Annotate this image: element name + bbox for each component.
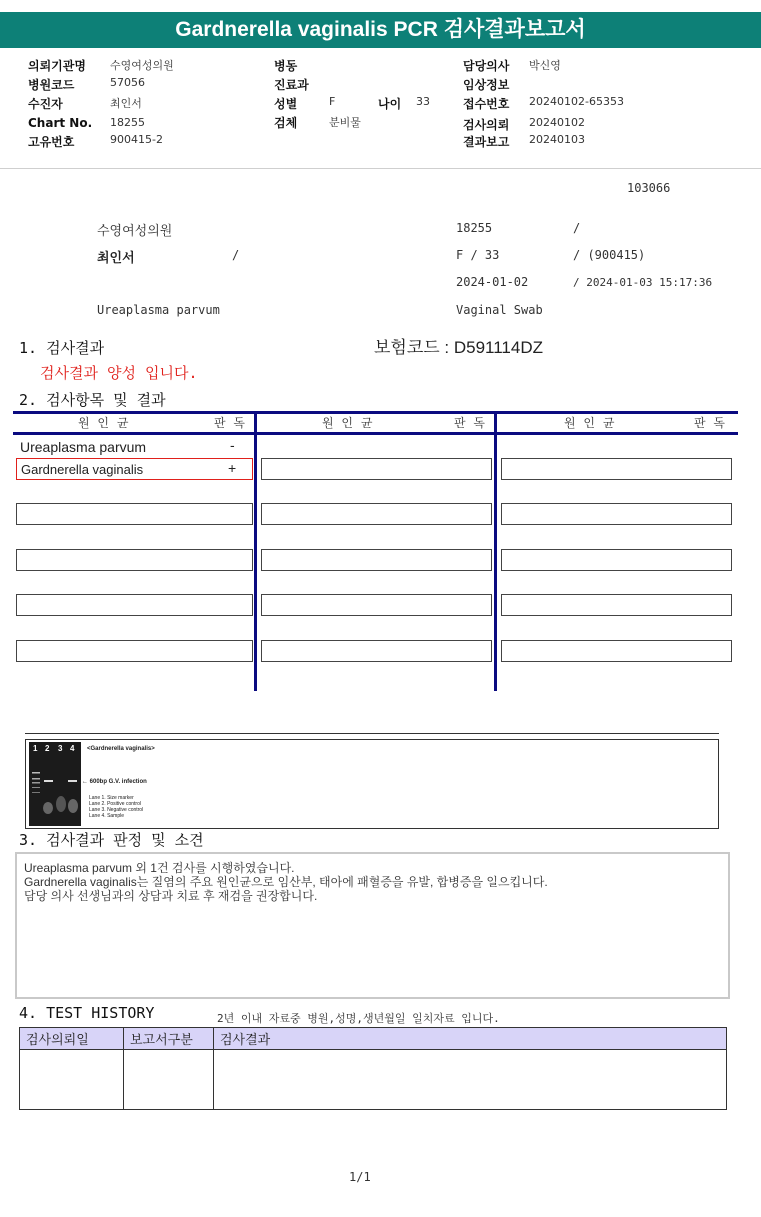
meta-birth: / (900415) [573, 248, 646, 262]
table-row [20, 1050, 727, 1110]
history-col-report-type: 보고서구분 [124, 1028, 214, 1050]
result-cell [16, 503, 253, 525]
history-col-result: 검사결과 [214, 1028, 727, 1050]
result-cell [261, 640, 492, 662]
chart-no-value: 18255 [110, 116, 145, 129]
meta-specimen: Vaginal Swab [456, 303, 543, 317]
opinion-line-1: Ureaplasma parvum 외 1건 검사를 시행하였습니다. [24, 861, 295, 875]
result-cell [501, 594, 732, 616]
gel-band-label: ← 600bp G.V. infection [82, 779, 147, 785]
section1-title: 1. 검사결과 [19, 339, 105, 357]
meta-chart: 18255 [456, 221, 493, 235]
doctor-label: 담당의사 [463, 59, 510, 73]
doctor-value: 박신영 [529, 59, 561, 72]
col-judge-3: 판 독 [694, 416, 727, 430]
history-note: 2년 이내 자료중 병원,성명,생년월일 일치자료 입니다. [217, 1012, 500, 1025]
gel-legend-2: Lane 2. Positive control [89, 801, 141, 807]
chart-no-label: Chart No. [28, 116, 93, 130]
result-cell [501, 458, 732, 480]
hospital-label: 의뢰기관명 [28, 59, 86, 73]
col-organism-1: 원 인 균 [78, 416, 131, 430]
column-divider-1 [254, 411, 257, 691]
gel-electrophoresis-image [29, 742, 81, 826]
report-title: Gardnerella vaginalis PCR 검사결과보고서 [0, 12, 761, 48]
report-date-value: 20240103 [529, 133, 585, 146]
request-date-label: 검사의뢰 [463, 118, 510, 132]
clinical-info-label: 임상정보 [463, 78, 510, 92]
section3-title: 3. 검사결과 판정 및 소견 [19, 831, 204, 849]
result-item-2-name: Gardnerella vaginalis [21, 462, 144, 477]
ward-label: 병동 [274, 59, 298, 73]
opinion-line-3: 담당 의사 선생님과의 상담과 치료 후 재검을 권장합니다. [24, 889, 318, 903]
patient-value: 최인서 [110, 97, 142, 110]
gel-title: <Gardnerella vaginalis> [87, 746, 155, 752]
section2-title: 2. 검사항목 및 결과 [19, 391, 166, 409]
history-col-request-date: 검사의뢰일 [20, 1028, 124, 1050]
gel-lane-2: 2 [45, 744, 50, 753]
hospital-value: 수영여성의원 [110, 59, 174, 72]
hospital-code-value: 57056 [110, 76, 145, 89]
gel-legend-1: Lane 1. Size marker [89, 795, 134, 801]
page-number: 1/1 [349, 1170, 371, 1184]
result-cell [501, 503, 732, 525]
meta-receive-date: 2024-01-02 [456, 275, 529, 289]
patient-label: 수진자 [28, 97, 63, 111]
specimen-label: 검체 [274, 116, 298, 130]
result-cell [261, 594, 492, 616]
col-judge-2: 판 독 [454, 416, 487, 430]
gel-top-rule [25, 733, 719, 734]
gel-lane-3: 3 [58, 744, 63, 753]
meta-slash: / [573, 221, 581, 235]
hospital-code-label: 병원코드 [28, 78, 75, 92]
gel-lane-4: 4 [70, 744, 75, 753]
meta-hospital: 수영여성의원 [97, 224, 173, 239]
result-cell [261, 458, 492, 480]
result-item-2-value: + [228, 460, 237, 476]
age-value: 33 [416, 95, 430, 108]
section4-title: 4. TEST HISTORY [19, 1004, 155, 1022]
unique-no-label: 고유번호 [28, 135, 75, 149]
result-cell [16, 549, 253, 571]
request-date-value: 20240102 [529, 116, 585, 129]
report-date-label: 결과보고 [463, 135, 510, 149]
result-cell [16, 640, 253, 662]
result-cell [261, 503, 492, 525]
unique-no-value: 900415-2 [110, 133, 163, 146]
column-divider-2 [494, 411, 497, 691]
result-cell [501, 640, 732, 662]
result-summary: 검사결과 양성 입니다. [40, 364, 198, 382]
age-label: 나이 [378, 97, 402, 111]
sex-label: 성별 [274, 97, 298, 111]
history-table [19, 1027, 727, 1110]
gel-legend-3: Lane 3. Negative control [89, 807, 144, 813]
col-organism-3: 원 인 균 [564, 416, 617, 430]
meta-patient: 최인서 [97, 251, 135, 266]
result-cell [16, 594, 253, 616]
meta-sex-age: F / 33 [456, 248, 500, 262]
report-code: 103066 [627, 181, 671, 195]
receipt-no-label: 접수번호 [463, 97, 510, 111]
col-judge-1: 판 독 [214, 416, 247, 430]
gel-lane-1: 1 [33, 744, 38, 753]
result-item-1-name: Ureaplasma parvum [20, 439, 147, 455]
meta-test-item: Ureaplasma parvum [97, 303, 220, 317]
meta-patient-slash: / [232, 248, 240, 262]
meta-report-datetime: / 2024-01-03 15:17:36 [573, 276, 713, 289]
specimen-value: 분비물 [329, 116, 361, 129]
result-cell [501, 549, 732, 571]
header-divider [0, 168, 761, 169]
result-item-1-value: - [230, 437, 235, 453]
table-header-rule [13, 432, 738, 435]
insurance-code: 보험코드 : D591114DZ [374, 338, 543, 357]
gel-legend-4: Lane 4. Sample [89, 813, 125, 819]
receipt-no-value: 20240102-65353 [529, 95, 624, 108]
sex-value: F [329, 95, 336, 108]
col-organism-2: 원 인 균 [322, 416, 375, 430]
result-cell [261, 549, 492, 571]
dept-label: 진료과 [274, 78, 309, 92]
opinion-line-2: Gardnerella vaginalis는 질염의 주요 원인균으로 임산부, 태아에 패혈증을 유발, 합병증을 일으킵니다. [24, 875, 548, 889]
